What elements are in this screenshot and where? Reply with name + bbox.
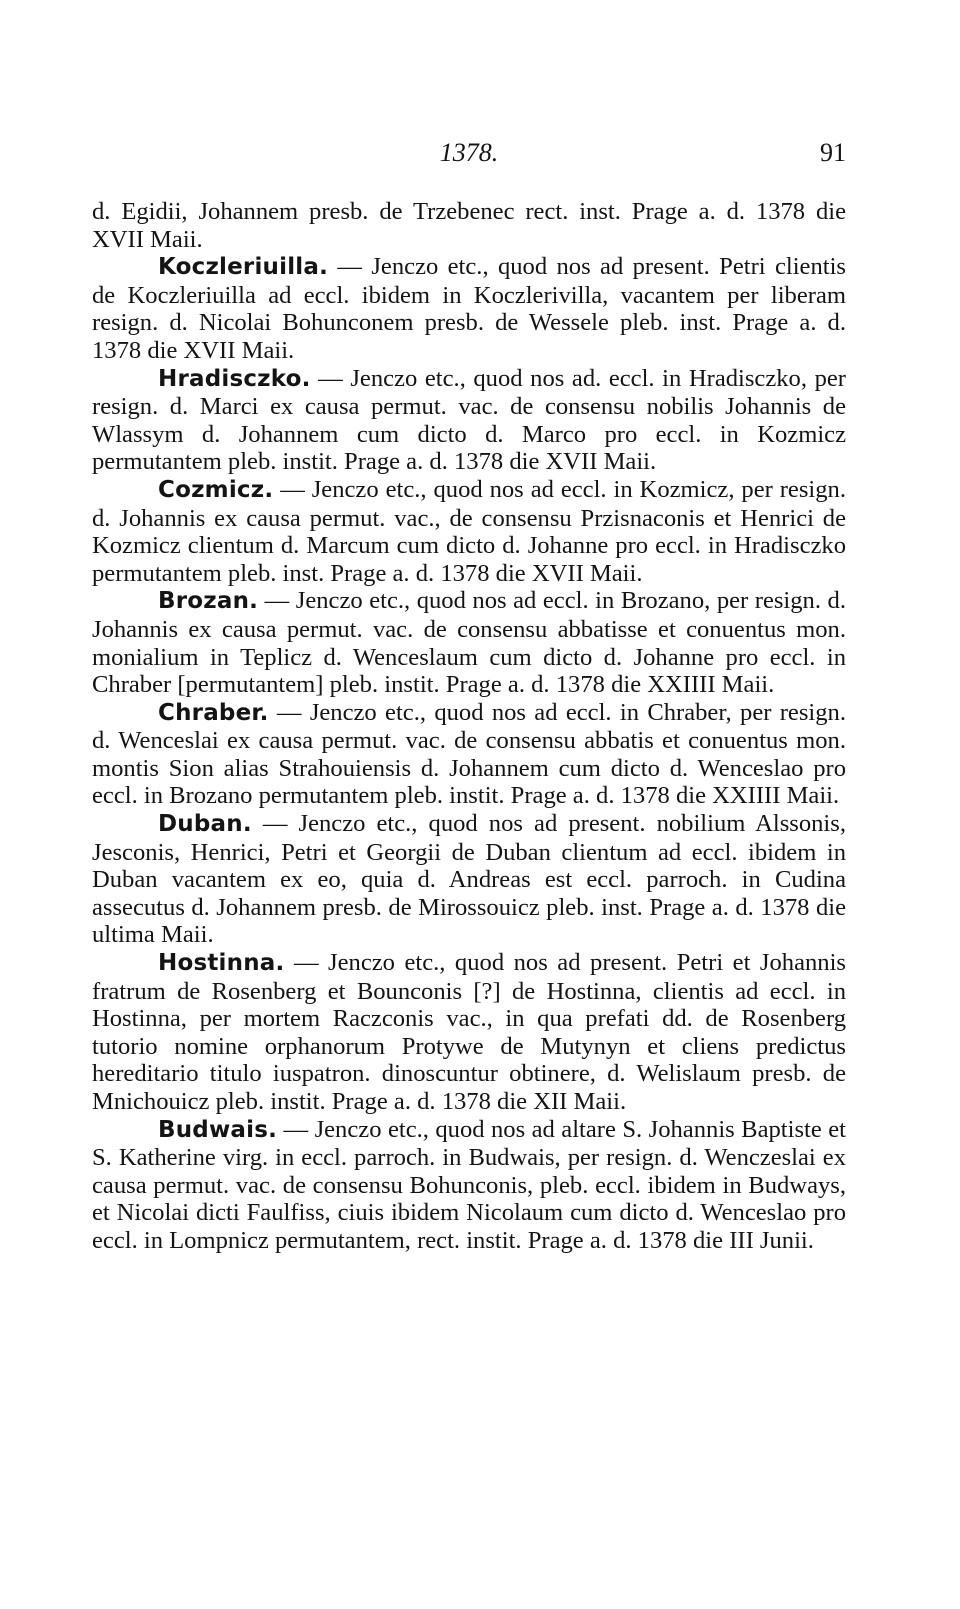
entry-text: — Jenczo etc., quod nos ad altare S. Johannis Baptiste et S. Katherine virg. in eccl. parroch. in Budwais, per resign. d. Wenczeslai ex causa permut. vac. de consensu Bohunconis, pleb. eccl. ibidem in Budways, et Nicolai dicti Faulfiss, ciuis ibidem Nicolaum cum dicto d. Wenceslao pro eccl. in Lompnicz permutantem, rect. instit. Prage a. d. 1378 die III Junii. bbox=[92, 1115, 846, 1254]
running-head bbox=[92, 138, 846, 174]
place-heading: Koczleriuilla. bbox=[158, 254, 329, 281]
entry-paragraph bbox=[92, 699, 846, 810]
place-heading: Budwais. bbox=[158, 1116, 278, 1143]
page-number: 91 bbox=[820, 138, 846, 167]
entry-paragraph bbox=[92, 198, 846, 253]
entry-paragraph bbox=[92, 1116, 846, 1255]
entry-paragraph bbox=[92, 949, 846, 1116]
entry-text: — Jenczo etc., quod nos ad. eccl. in Hradisczko, per resign. d. Marci ex causa permut. vac. de consensu nobilis Johannis de Wlassym d. Johannem cum dicto d. Marco pro eccl. in Kozmicz permutantem pleb. instit. Prage a. d. 1378 die XVII Maii. bbox=[92, 364, 846, 476]
place-heading: Hostinna. bbox=[158, 950, 285, 977]
running-head-year: 1378. bbox=[439, 138, 499, 167]
place-heading: Hradisczko. bbox=[158, 365, 311, 392]
entry-paragraph bbox=[92, 587, 846, 698]
entry-text: — Jenczo etc., quod nos ad eccl. in Chraber, per resign. d. Wenceslai ex causa permut. vac. de consensu abbatis et conuentus mon. montis Sion alias Strahouiensis d. Johannem cum dicto d. Wenceslao pro eccl. in Brozano permutantem pleb. instit. Prage a. d. 1378 die XXIIII Maii. bbox=[92, 698, 846, 810]
entry-text: — Jenczo etc., quod nos ad present. Petri et Johannis fratrum de Rosenberg et Bounconis [?] de Hostinna, clientis ad eccl. in Hostinna, per mortem Raczconis vac., in qua prefati dd. de Rosenberg tutorio nomine orphanorum Protywe de Mutynyn et cliens predictus hereditario titulo iuspatron. dinoscuntur obtinere, d. Welislaum presb. de Mnichouicz pleb. instit. Prage a. d. 1378 die XII Maii. bbox=[92, 949, 846, 1115]
entry-text: — Jenczo etc., quod nos ad present. nobilium Alssonis, Jesconis, Henrici, Petri et Georgii de Duban clientum ad eccl. ibidem in Duban vacantem ex eo, quia d. Andreas est eccl. parroch. in Cudina assecutus d. Johannem presb. de Mirossouicz pleb. inst. Prage a. d. 1378 die ultima Maii. bbox=[92, 810, 846, 949]
entry-paragraph bbox=[92, 253, 846, 364]
entry-text: — Jenczo etc., quod nos ad present. Petri clientis de Koczleriuilla ad eccl. ibidem in Koczlerivilla, vacantem per liberam resign. d. Nicolai Bohunconem presb. de Wessele pleb. inst. Prage a. d. 1378 die XVII Maii. bbox=[92, 253, 846, 364]
entry-paragraph bbox=[92, 476, 846, 587]
entry-text: — Jenczo etc., quod nos ad eccl. in Brozano, per resign. d. Johannis ex causa permut. vac. de consensu abbatisse et conuentus mon. monialium in Teplicz d. Wenceslaum cum dicto d. Johanne pro eccl. in Chraber [permutantem] pleb. instit. Prage a. d. 1378 die XXIIII Maii. bbox=[92, 587, 846, 699]
place-heading: Brozan. bbox=[158, 588, 259, 615]
place-heading: Cozmicz. bbox=[158, 476, 274, 503]
entry-paragraph bbox=[92, 810, 846, 949]
place-heading: Chraber. bbox=[158, 699, 269, 726]
entry-paragraph bbox=[92, 365, 846, 476]
entry-text: d. Egidii, Johannem presb. de Trzebenec rect. inst. Prage a. d. 1378 die XVII Maii. bbox=[92, 198, 846, 253]
entry-text: — Jenczo etc., quod nos ad eccl. in Kozmicz, per resign. d. Johannis ex causa permut. vac., de consensu Przisnaconis et Henrici de Kozmicz clientum d. Marcum cum dicto d. Johanne pro eccl. in Hradisczko permutantem pleb. inst. Prage a. d. 1378 die XVII Maii. bbox=[92, 475, 846, 587]
place-heading: Duban. bbox=[158, 811, 252, 838]
text-block bbox=[92, 198, 846, 1255]
